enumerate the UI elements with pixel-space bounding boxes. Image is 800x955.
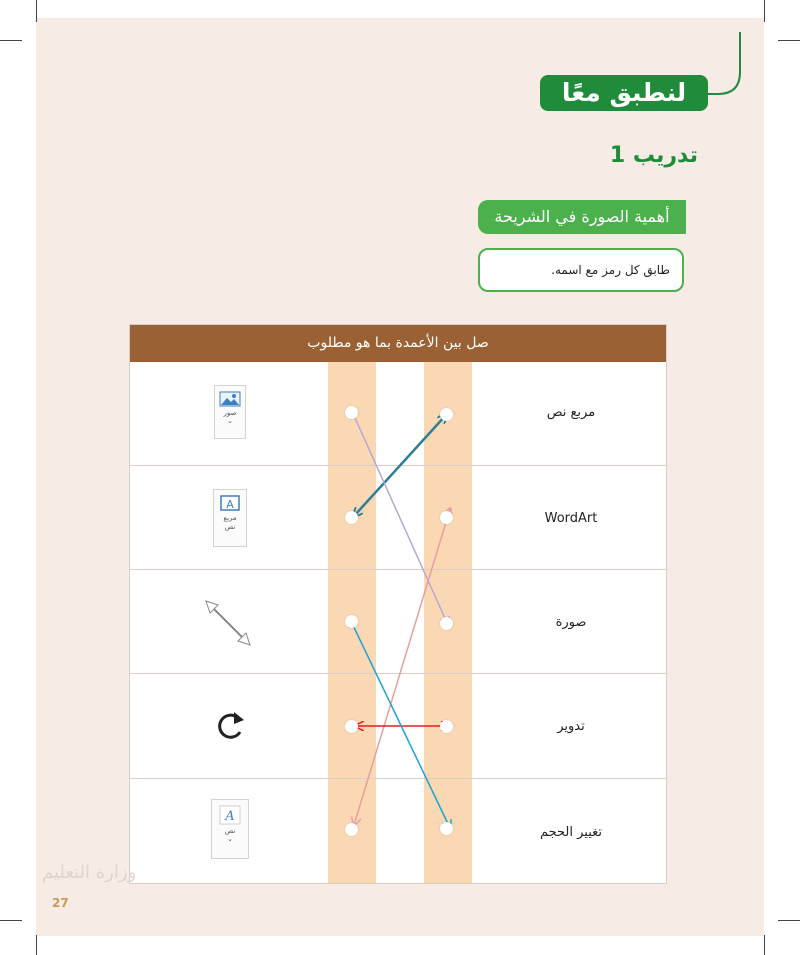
crop-mark <box>778 920 800 921</box>
name-label-rotate: تدوير <box>557 719 585 734</box>
icon-dot[interactable] <box>345 615 358 628</box>
connection-line-resize <box>350 619 450 828</box>
crop-mark <box>36 0 37 22</box>
crop-mark <box>36 935 37 955</box>
matching-table <box>129 324 667 884</box>
name-dot[interactable] <box>440 511 453 524</box>
svg-text:A: A <box>225 809 235 824</box>
connection-line-picture <box>351 409 448 625</box>
name-dot[interactable] <box>440 408 453 421</box>
crop-mark <box>778 40 800 41</box>
name-label-resize: تغيير الحجم <box>539 825 603 840</box>
subtitle-tab: أهمية الصورة في الشريحة <box>478 200 686 234</box>
textbox-ribbon-label: مربع نص <box>223 514 237 531</box>
crop-mark <box>764 0 765 22</box>
section-title: لنطبق معًا <box>540 75 708 111</box>
icon-dot[interactable] <box>345 511 358 524</box>
name-label-wordart: WordArt <box>544 511 598 526</box>
name-dot[interactable] <box>440 822 453 835</box>
ministry-watermark: وزارة التعليم <box>42 862 137 883</box>
name-label-textbox: مربع نص <box>546 405 596 420</box>
icon-dot[interactable] <box>345 823 358 836</box>
connection-line-wordart <box>354 509 450 825</box>
pictures-ribbon-label: صور <box>223 409 237 417</box>
name-dot[interactable] <box>440 617 453 630</box>
crop-mark <box>764 935 765 955</box>
table-header: صل بين الأعمدة بما هو مطلوب <box>130 325 666 362</box>
chevron-down-icon: ⌄ <box>227 835 233 843</box>
page-number: 27 <box>52 896 69 910</box>
crop-mark <box>0 40 22 41</box>
title-connector-curve <box>700 32 760 112</box>
instruction-box: طابق كل رمز مع اسمه. <box>478 248 684 292</box>
icon-dot[interactable] <box>345 720 358 733</box>
svg-text:A: A <box>226 498 234 511</box>
icon-dot[interactable] <box>345 406 358 419</box>
crop-mark <box>0 920 22 921</box>
training-label: تدريب 1 <box>609 143 698 168</box>
connections-layer <box>130 325 666 883</box>
chevron-down-icon: ⌄ <box>227 417 233 425</box>
name-dot[interactable] <box>440 720 453 733</box>
name-label-picture: صورة <box>555 615 587 630</box>
wordart-ribbon-label: نص <box>224 827 236 835</box>
connection-line-textbox <box>354 415 446 516</box>
